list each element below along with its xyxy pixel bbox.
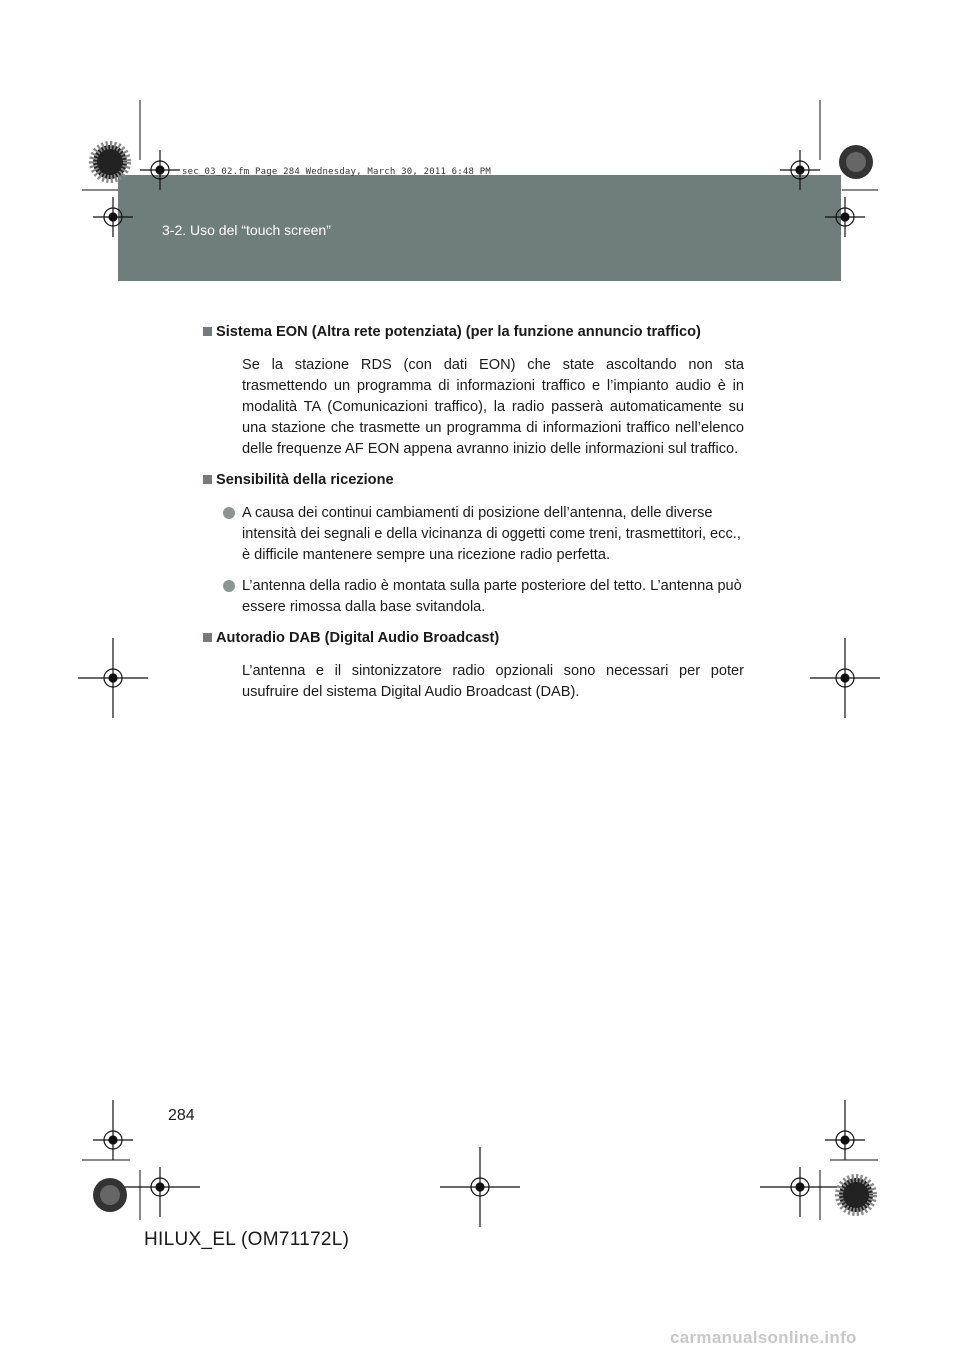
list-item: A causa dei continui cambiamenti di posizione dell’antenna, delle diverse intensità dei segnali e della vicinanza di oggetti come treni, trasmettitori, ecc., è difficile mantenere sempre una ricezione radio perfetta. (242, 503, 744, 566)
section-title: 3-2. Uso del “touch screen” (162, 222, 331, 238)
list-item: L’antenna della radio è montata sulla parte posteriore del tetto. L’antenna può essere rimossa dalla base svitandola. (242, 576, 744, 618)
watermark: carmanualsonline.info (670, 1328, 857, 1347)
section-heading-dab: Autoradio DAB (Digital Audio Broadcast) (216, 628, 744, 649)
file-stamp: sec_03_02.fm Page 284 Wednesday, March 30, 2011 6:48 PM (182, 167, 492, 177)
section-heading-sensitivity: Sensibilità della ricezione (216, 470, 744, 491)
circle-bullet-icon (223, 580, 235, 592)
square-bullet-icon (203, 327, 212, 336)
square-bullet-icon (203, 633, 212, 642)
section-paragraph-eon: Se la stazione RDS (con dati EON) che state ascoltando non sta trasmettendo un programma di informazioni traffico e l’impianto audio è in modalità TA (Comunicazioni traffico), la radio passerà automaticamente su una stazione che trasmette un programma di informazioni traffico nell’elenco delle frequenze AF EON appena avranno inizio delle informazioni sul traffico. (242, 357, 744, 457)
page-number: 284 (168, 1107, 195, 1124)
square-bullet-icon (203, 475, 212, 484)
circle-bullet-icon (223, 507, 235, 519)
section-heading-eon: Sistema EON (Altra rete potenziata) (per la funzione annuncio traffico) (216, 322, 744, 343)
document-id: HILUX_EL (OM71172L) (144, 1229, 350, 1250)
content (216, 322, 744, 713)
section-paragraph-dab: L’antenna e il sintonizzatore radio opzionali sono necessari per poter usufruire del sistema Digital Audio Broadcast (DAB). (242, 663, 744, 700)
